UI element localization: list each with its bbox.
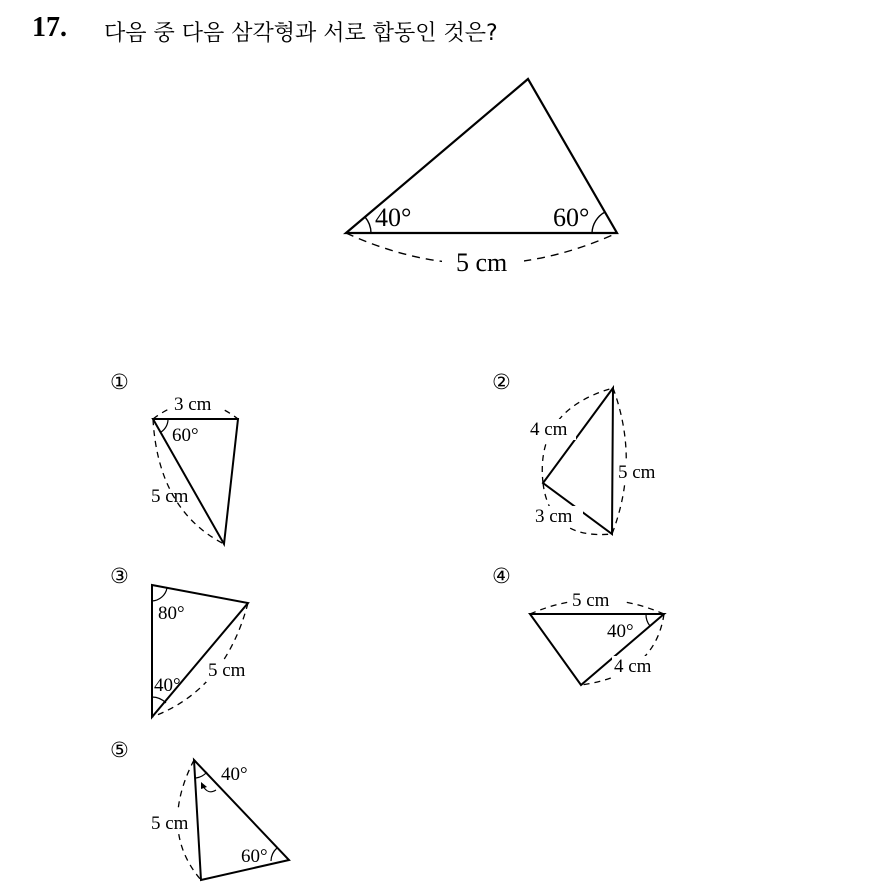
choice-5-angle-arc-top (196, 772, 207, 778)
main-angle-right-label: 60° (553, 203, 590, 232)
main-triangle-figure (346, 79, 617, 277)
choice-5[interactable] (110, 738, 289, 880)
choice-4[interactable] (492, 564, 664, 685)
choice-3-angle-arc-top (152, 588, 167, 601)
main-angle-left-label: 40° (375, 203, 412, 232)
question-number: 17. (32, 12, 67, 43)
choice-3-marker: ③ (110, 564, 129, 588)
choice-3-label-top-angle: 80° (158, 603, 185, 624)
choice-5-label-side: 5 cm (151, 813, 189, 834)
choice-3-label-side: 5 cm (208, 660, 246, 681)
choice-1-label-angle: 60° (172, 425, 199, 446)
main-angle-arc-left (365, 217, 371, 233)
choice-2-label-right: 5 cm (618, 462, 656, 483)
choice-1-label-side: 5 cm (151, 486, 189, 507)
choice-4-angle-arc (646, 614, 650, 626)
choice-2[interactable] (492, 370, 666, 535)
choice-5-label-top-angle: 40° (221, 764, 248, 785)
choice-4-label-top: 5 cm (572, 590, 610, 611)
choice-1-label-top: 3 cm (174, 394, 212, 415)
choice-5-angle-pointer-head (201, 782, 207, 789)
choice-4-label-side: 4 cm (614, 656, 652, 677)
choice-5-angle-arc-right (271, 848, 277, 861)
choice-1-angle-arc (161, 419, 168, 432)
choice-4-marker: ④ (492, 564, 511, 588)
choice-4-label-angle: 40° (607, 621, 634, 642)
choice-3-label-bottom-angle: 40° (154, 675, 181, 696)
choice-2-marker: ② (492, 370, 511, 394)
main-angle-arc-right (592, 212, 605, 233)
main-base-length-label: 5 cm (456, 248, 508, 277)
choice-1[interactable] (110, 370, 238, 544)
choice-2-label-upper: 4 cm (530, 419, 568, 440)
choice-1-marker: ① (110, 370, 129, 394)
question-text: 다음 중 다음 삼각형과 서로 합동인 것은? (104, 21, 498, 46)
choice-5-label-right-angle: 60° (241, 846, 268, 867)
choice-3[interactable] (110, 564, 256, 717)
choice-2-label-lower: 3 cm (535, 506, 573, 527)
choice-5-marker: ⑤ (110, 738, 129, 762)
